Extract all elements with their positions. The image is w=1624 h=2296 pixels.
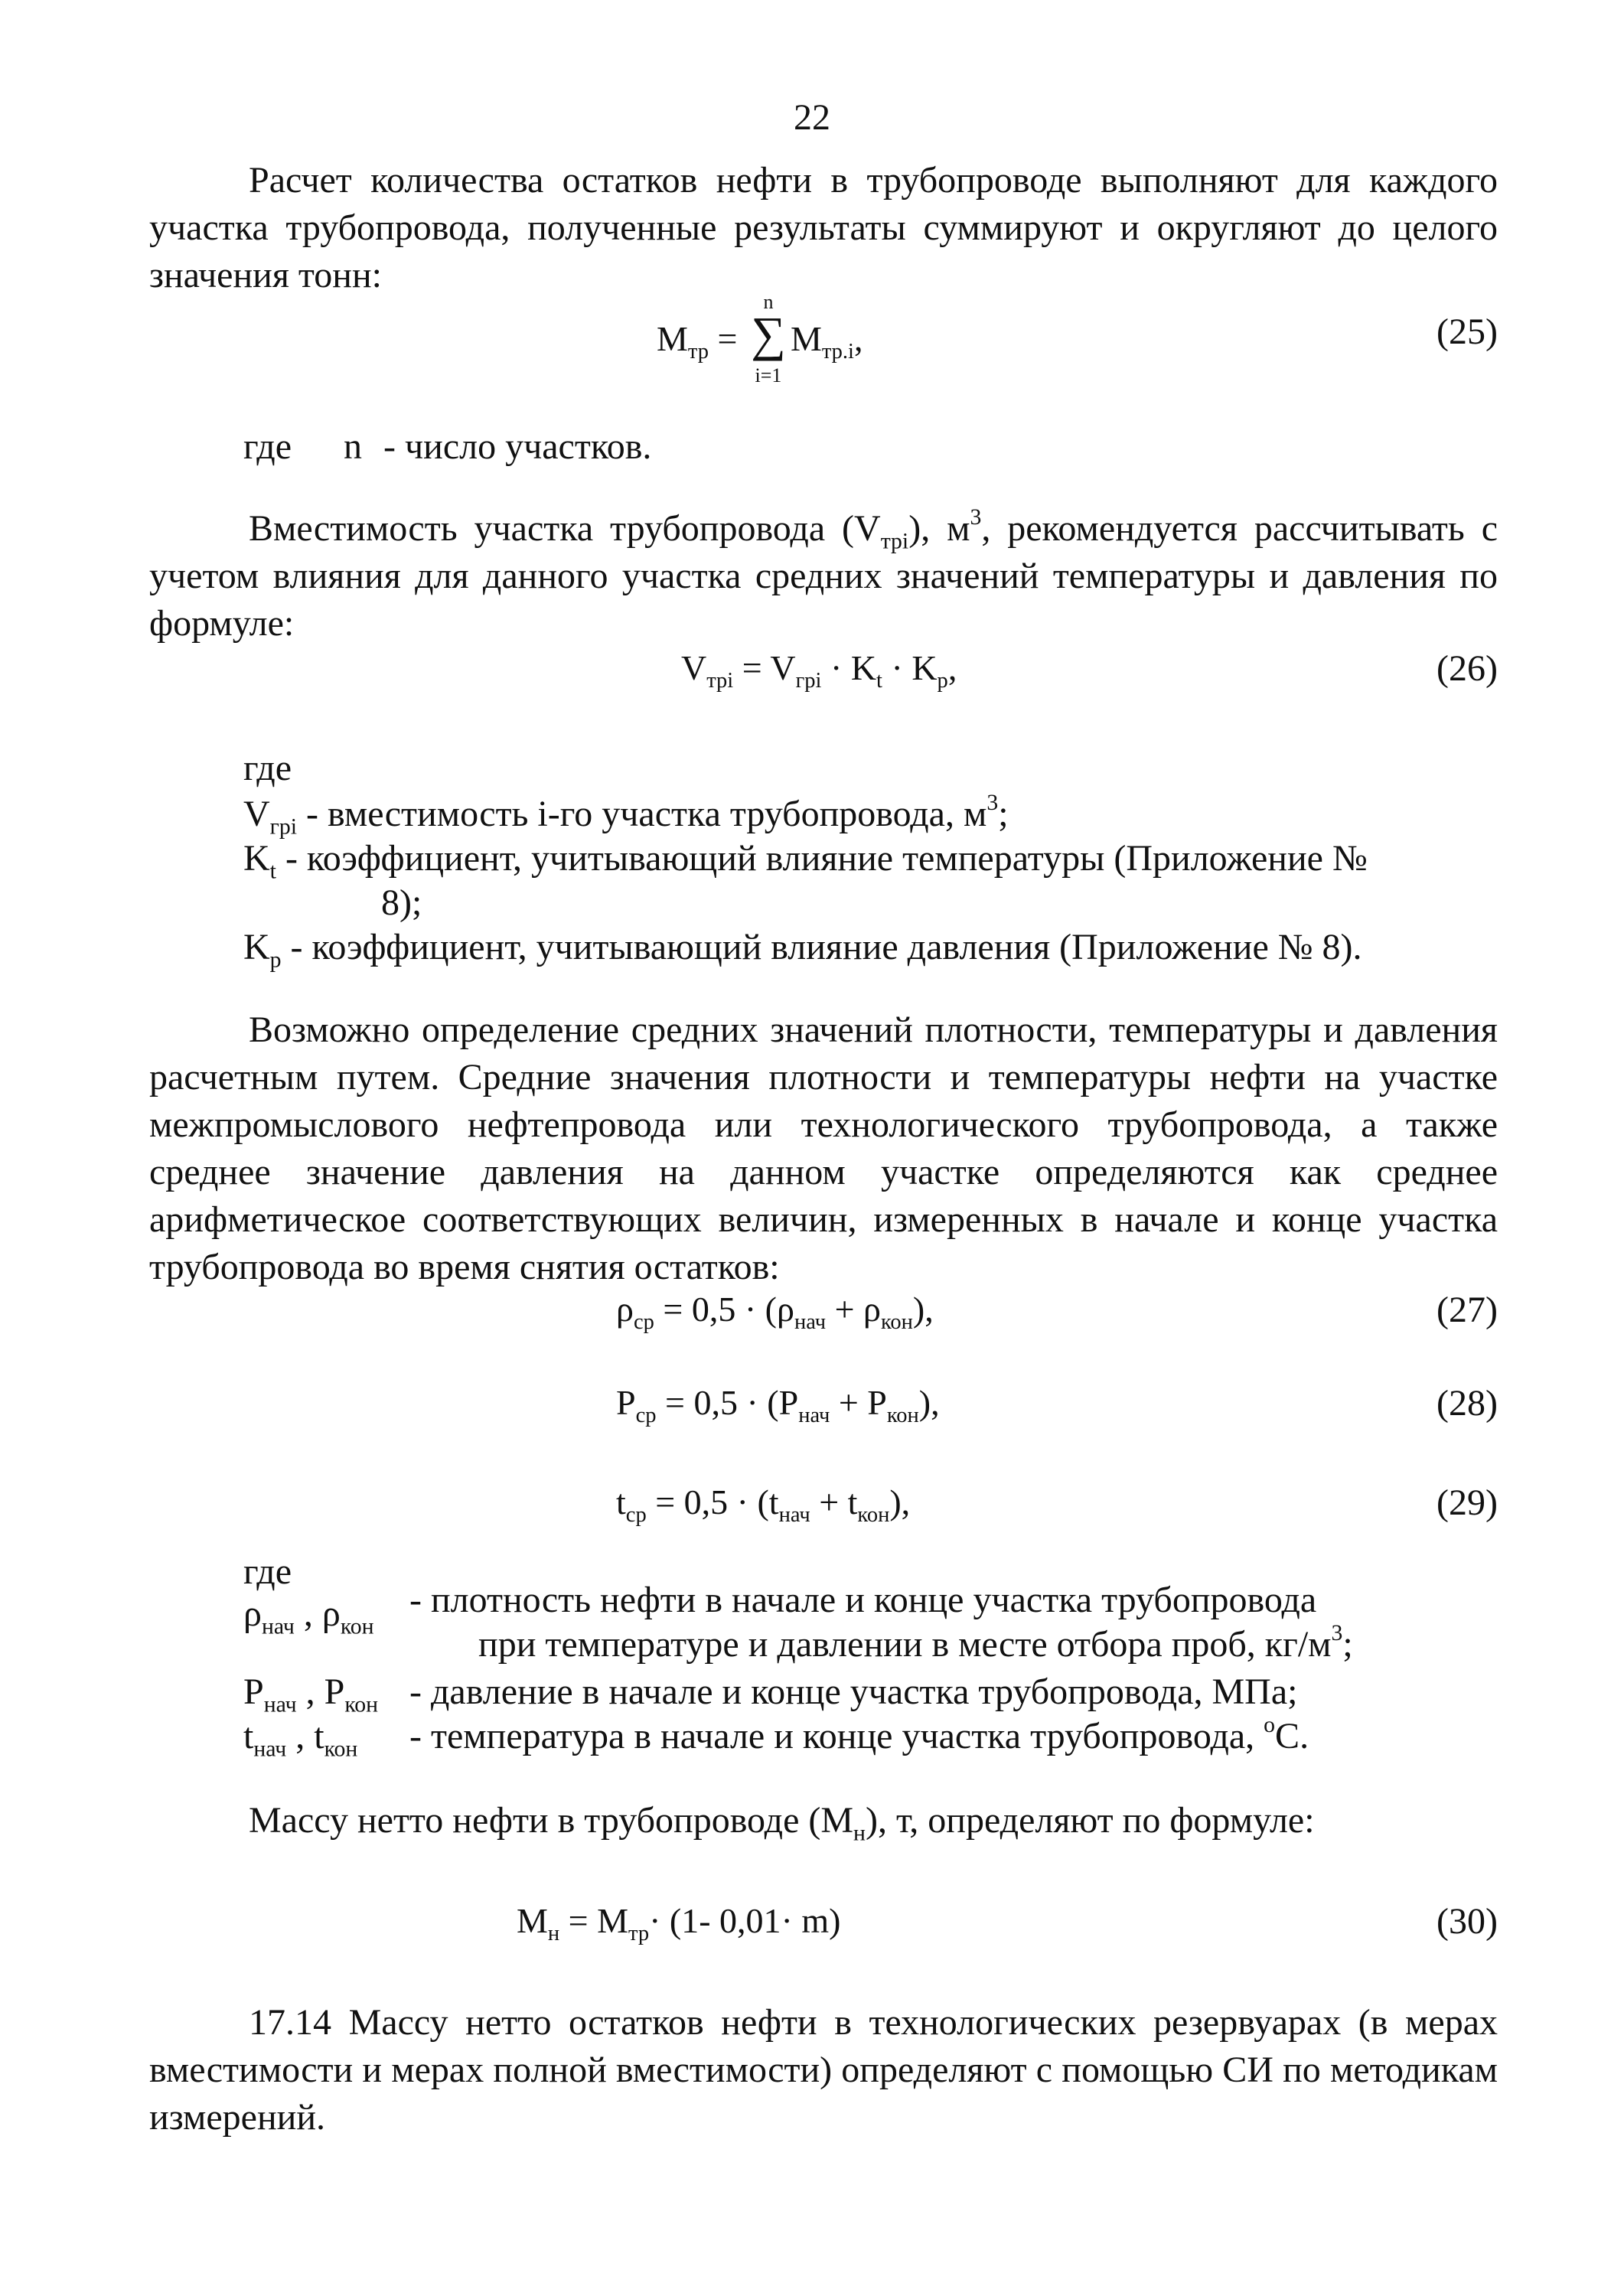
equation-number-30: (30) (1436, 1901, 1498, 1942)
page-number: 22 (794, 97, 830, 138)
equation-number-29: (29) (1436, 1482, 1498, 1523)
formula-25: $М_{тр}$ = n ∑ i=1 $М_{тр.i}$, (657, 291, 863, 386)
paragraph-intro: Расчет количества остатков нефти в трубопроводе выполняют для каждого участка трубопровода, полученные результаты суммируют и округляют до целого значения тонн: (149, 160, 1498, 295)
formula-28: $Р_{ср} = 0,5 \cdot (Р_{нач} + Р_{кон})$, (616, 1383, 940, 1427)
formula-30: $М_н = М_{тр}\cdot (1-$ 0,01· m) (517, 1901, 841, 1945)
definition-p: - давление в начале и конце участка трубопровода, МПа; (409, 1671, 1298, 1712)
definition-v: $V_{грi}$ - вместимость i-го участка трубопровода, $м^3$; (243, 790, 1009, 840)
formula-26: $V_{трi} = V_{грi} \cdot K_t \cdot K_p$, (681, 648, 957, 693)
definition-t: - температура в начале и конце участка трубопровода, $^о$С. (409, 1712, 1309, 1756)
definition-t-symbols: $t_{нач}$ , $t_{кон}$ (243, 1716, 358, 1762)
paragraph-averages: Возможно определение средних значений плотности, температуры и давления расчетным путем. Средние значения плотности и температуры нефти на участке межпромыслового нефтепровода или технологического трубопровода, а также среднее значение давления на данном участке определяются как среднее арифметическое соответствующих величин, измеренных в начале и конце участка трубопровода во время снятия остатков: (149, 1009, 1498, 1287)
equation-number-25: (25) (1436, 311, 1498, 352)
definition-rho-cont: при температуре и давлении в месте отбора проб, $кг/м^3$; (478, 1620, 1353, 1665)
definition-kp: $K_p$ - коэффициент, учитывающий влияние давления (Приложение № 8). (243, 927, 1362, 973)
sum-symbol: n ∑ i=1 (751, 291, 786, 386)
definition-kt-cont: 8); (381, 882, 422, 923)
equation-number-26: (26) (1436, 648, 1498, 689)
definition-rho: - плотность нефти в начале и конце участка трубопровода (409, 1580, 1317, 1620)
definition-n: где n - число участков. (243, 426, 652, 467)
paragraph-capacity: Вместимость участка трубопровода $(V_{трi})$, $м^3$, рекомендуется рассчитывать с учетом влияния для данного участка средних значений температуры и давления по формуле: (149, 504, 1498, 644)
definition-kt: $K_t$ - коэффициент, учитывающий влияние температуры (Приложение № (243, 838, 1368, 884)
where-label-3: где (243, 1551, 292, 1592)
paragraph-net-mass: Массу нетто нефти в трубопроводе $(М_н)$, т, определяют по формуле: (249, 1800, 1315, 1846)
formula-27: $\rho_{ср} = 0,5 \cdot (\rho_{нач} + \rho_{кон})$, (616, 1290, 934, 1334)
where-label-2: где (243, 748, 292, 788)
definition-p-symbols: $Р_{нач}$ , $Р_{кон}$ (243, 1671, 379, 1717)
equation-number-28: (28) (1436, 1383, 1498, 1424)
definition-rho-symbols: $\rho_{нач}$ , $\rho_{кон}$ (243, 1593, 374, 1639)
paragraph-17-14: 17.14 Массу нетто остатков нефти в технологических резервуарах (в мерах вместимости и мерах полной вместимости) определяют с помощью СИ по методикам измерений. (149, 2002, 1498, 2138)
formula-29: $t_{ср} = 0,5 \cdot (t_{нач} + t_{кон})$, (616, 1482, 911, 1527)
equation-number-27: (27) (1436, 1290, 1498, 1330)
